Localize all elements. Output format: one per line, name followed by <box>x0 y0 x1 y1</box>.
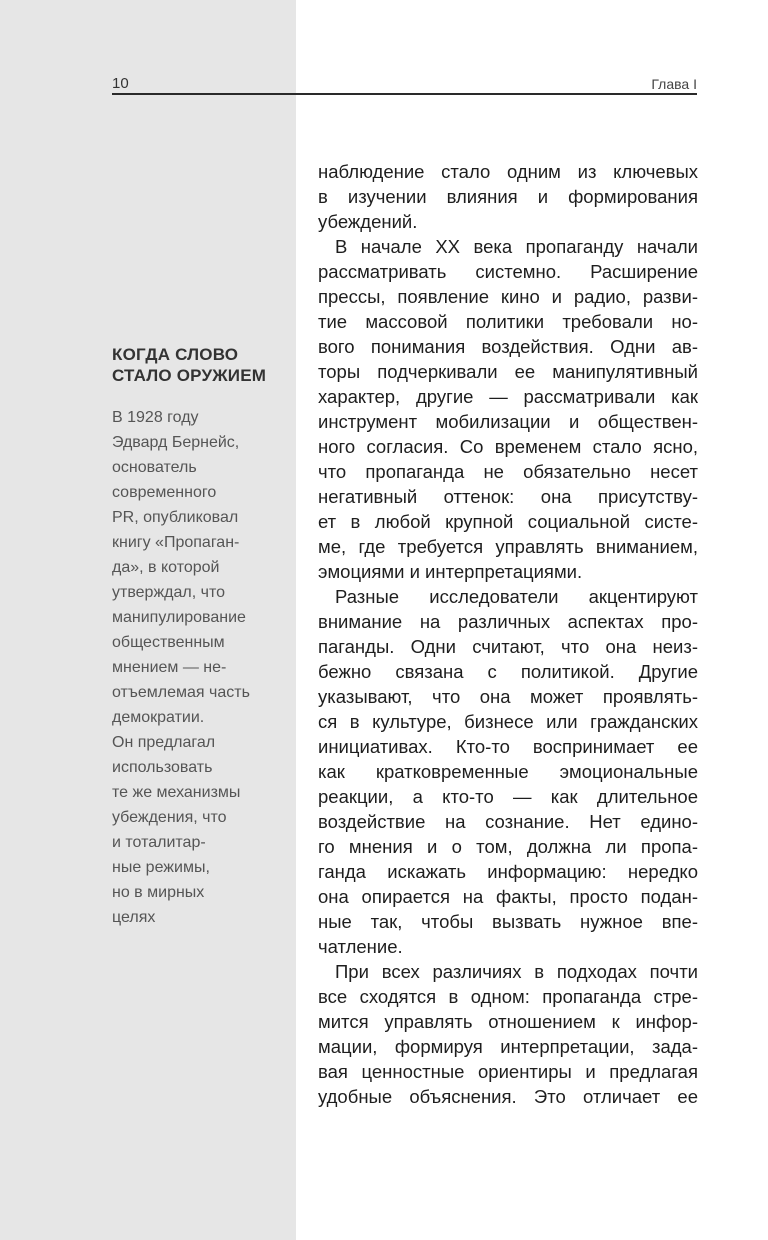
body-line: паганды. Одни считают, что она неиз- <box>318 636 698 657</box>
body-line: она опирается на факты, просто подан- <box>318 886 698 907</box>
body-line: ме, где требуется управлять вниманием, <box>318 536 698 557</box>
sidebar-text-line: Он предлагал <box>112 734 216 751</box>
body-line: негативный оттенок: она присутству- <box>318 486 698 507</box>
page-number: 10 <box>112 75 129 92</box>
body-line: го мнения и о том, должна ли пропа- <box>318 836 698 857</box>
body-line: В начале XX века пропаганду начали <box>335 236 698 257</box>
body-line: ные так, чтобы вызвать нужное впе- <box>318 911 698 932</box>
sidebar-text-line: книгу «Пропаган- <box>112 534 240 551</box>
sidebar-text-line: убеждения, что <box>112 809 227 826</box>
sidebar-note <box>112 344 284 930</box>
sidebar-text-line: отъемлемая часть <box>112 684 250 701</box>
body-line: реакции, а кто-то — как длительное <box>318 786 698 807</box>
body-line: бежно связана с политикой. Другие <box>318 661 698 682</box>
sidebar-text <box>112 405 284 930</box>
body-line: наблюдение стало одним из ключевых <box>318 161 698 182</box>
body-line: прессы, появление кино и радио, разви- <box>318 286 698 307</box>
running-head: Глава I <box>651 76 697 92</box>
main-body-text <box>318 159 698 1109</box>
body-line: При всех различиях в подходах почти <box>335 961 698 982</box>
body-line: внимание на различных аспектах про- <box>318 611 698 632</box>
sidebar-text-line: Эдвард Бернейс, <box>112 434 240 451</box>
sidebar-text-line: но в мирных <box>112 884 205 901</box>
sidebar-text-line: В 1928 году <box>112 409 199 426</box>
header-rule <box>112 93 697 95</box>
body-line: вая ценностные ориентиры и предлагая <box>318 1061 698 1082</box>
page-header <box>112 75 697 95</box>
body-line: что пропаганда не обязательно несет <box>318 461 698 482</box>
body-line: воздействие на сознание. Нет едино- <box>318 811 698 832</box>
body-line: рассматривать системно. Расширение <box>318 261 698 282</box>
sidebar-title-line: СТАЛО ОРУЖИЕМ <box>112 366 267 385</box>
sidebar-text-line: мнением — не- <box>112 659 227 676</box>
body-line: мится управлять отношением к инфор- <box>318 1011 698 1032</box>
body-line: ного согласия. Со временем стало ясно, <box>318 436 698 457</box>
body-line: вого понимания воздействия. Одни ав- <box>318 336 698 357</box>
body-line: мации, формируя интерпретации, зада- <box>318 1036 698 1057</box>
body-line: характер, другие — рассматривали как <box>318 386 698 407</box>
sidebar-text-line: использовать <box>112 759 213 776</box>
body-line: инициативах. Кто-то воспринимает ее <box>318 736 698 757</box>
body-line: ет в любой крупной социальной систе- <box>318 511 698 532</box>
sidebar-text-line: да», в которой <box>112 559 220 576</box>
body-line: тие массовой политики требовали но- <box>318 311 698 332</box>
body-line: Разные исследователи акцентируют <box>335 586 698 607</box>
body-line: указывают, что она может проявлять- <box>318 686 698 707</box>
sidebar-text-line: манипулирование <box>112 609 246 626</box>
sidebar-text-line: ные режимы, <box>112 859 210 876</box>
body-line: удобные объяснения. Это отличает ее <box>318 1086 698 1107</box>
sidebar-text-line: основатель <box>112 459 197 476</box>
sidebar-text-line: те же механизмы <box>112 784 241 801</box>
body-line: чатление. <box>318 936 403 957</box>
sidebar-text-line: целях <box>112 909 156 926</box>
sidebar-text-line: демократии. <box>112 709 205 726</box>
sidebar-text-line: PR, опубликовал <box>112 509 239 526</box>
sidebar-text-line: утверждал, что <box>112 584 225 601</box>
sidebar-text-line: и тоталитар- <box>112 834 206 851</box>
body-line: убеждений. <box>318 211 418 232</box>
sidebar-title-line: КОГДА СЛОВО <box>112 345 239 364</box>
body-line: как кратковременные эмоциональные <box>318 761 698 782</box>
sidebar-text-line: общественным <box>112 634 225 651</box>
body-line: ся в культуре, бизнесе или гражданских <box>318 711 698 732</box>
sidebar-title <box>112 344 284 386</box>
body-line: ганда искажать информацию: нередко <box>318 861 698 882</box>
body-line: торы подчеркивали ее манипулятивный <box>318 361 698 382</box>
body-line: инструмент мобилизации и обществен- <box>318 411 698 432</box>
body-line: все сходятся в одном: пропаганда стре- <box>318 986 698 1007</box>
body-line: в изучении влияния и формирования <box>318 186 698 207</box>
body-line: эмоциями и интерпретациями. <box>318 561 583 582</box>
sidebar-text-line: современного <box>112 484 217 501</box>
